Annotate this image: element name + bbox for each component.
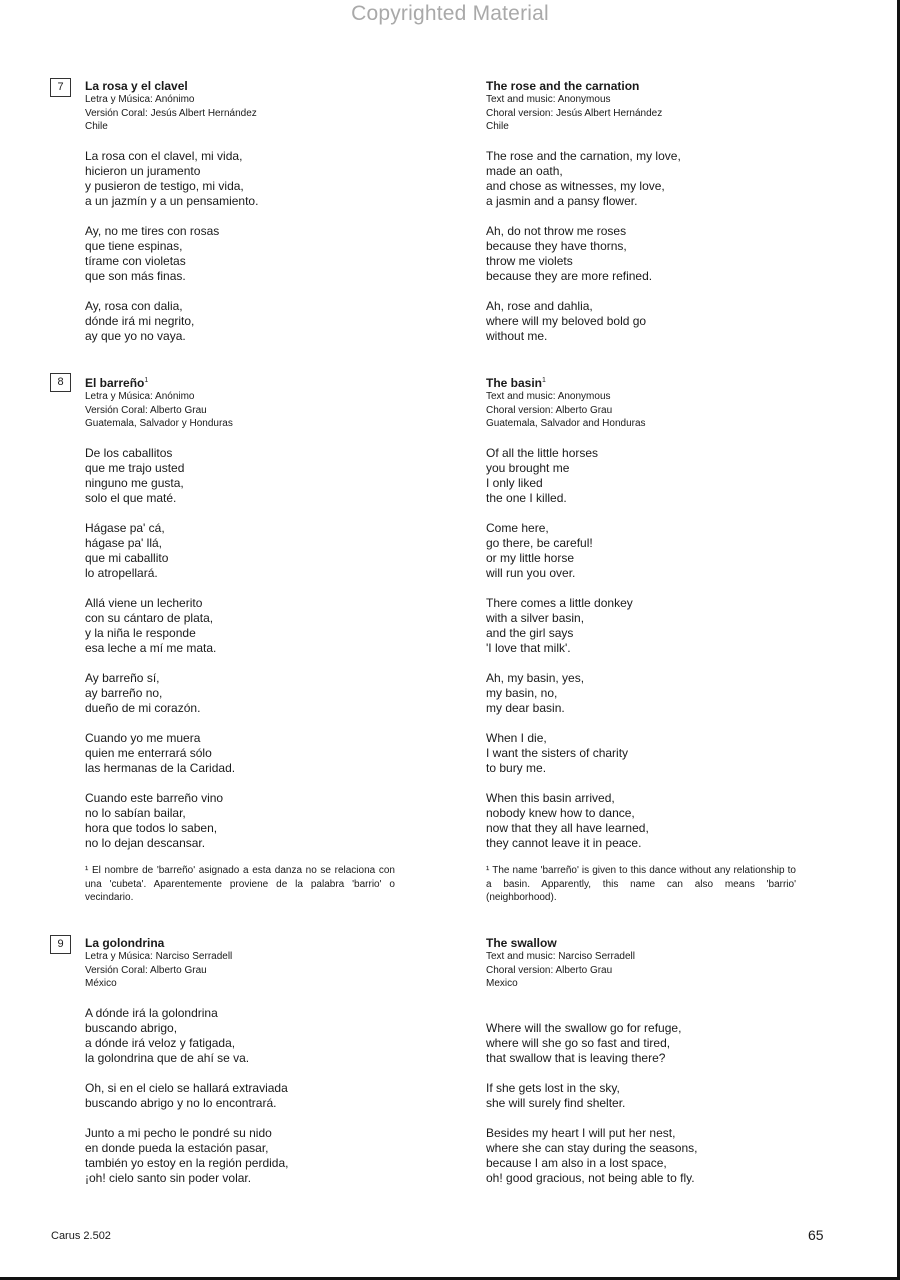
song-credit-line: Letra y Música: Narciso Serradell [85,951,233,962]
lyric-stanza [486,1126,826,1186]
song-credit-line: Chile [486,121,509,132]
song-credit-line: Choral version: Jesús Albert Hernández [486,107,663,119]
song-credit-line: Guatemala, Salvador y Honduras [85,418,233,429]
lyric-line: ay barreño no, [85,685,163,700]
lyric-line: If she gets lost in the sky, [486,1080,620,1095]
song-credit-line: Letra y Música: Anónimo [85,94,195,105]
lyric-line: y pusieron de testigo, mi vida, [85,178,244,193]
lyric-stanza [486,299,826,344]
song-number-box: 7 [50,78,71,97]
song-title-text: El barreño [85,376,145,390]
lyric-stanza [85,596,425,656]
lyric-line: Ah, rose and dahlia, [486,298,593,313]
lyric-line: to bury me. [486,760,547,775]
lyric-line: Junto a mi pecho le pondré su nido [85,1125,272,1140]
song-credit-line: Text and music: Anonymous [486,391,611,402]
lyric-line: my basin, no, [486,685,558,700]
lyric-line: Cuando yo me muera [85,730,201,745]
lyric-stanza [486,521,826,581]
lyric-line: they cannot leave it in peace. [486,835,642,850]
lyric-stanza [85,149,425,209]
song-title [85,79,425,93]
lyric-line: solo el que maté. [85,490,177,505]
lyric-line: made an oath, [486,163,563,178]
lyric-line: De los caballitos [85,445,173,460]
lyric-stanza [486,224,826,284]
song-number-box: 9 [50,935,71,954]
spanish-column [85,374,425,851]
song-credit-line: Text and music: Anonymous [486,94,611,105]
song-title [85,936,425,950]
song-credit-line: Versión Coral: Jesús Albert Hernández [85,107,257,119]
lyric-line: 'I love that milk'. [486,640,571,655]
lyric-line: hágase pa' llá, [85,535,163,550]
lyric-line: ay que yo no vaya. [85,328,186,343]
lyric-line: Oh, si en el cielo se hallará extraviada [85,1080,288,1095]
lyric-stanza [85,446,425,506]
song-credit-line: Choral version: Alberto Grau [486,404,613,416]
lyric-stanza [85,1126,425,1186]
lyric-line: Ay, rosa con dalia, [85,298,183,313]
lyric-line: que mi caballito [85,550,169,565]
lyric-stanza [85,1081,425,1111]
lyric-line: Ay, no me tires con rosas [85,223,220,238]
song-credit-line: Chile [85,121,108,132]
lyric-line: where will she go so fast and tired, [486,1035,671,1050]
lyric-line: ninguno me gusta, [85,475,184,490]
lyric-stanza [486,446,826,506]
lyric-stanza [85,299,425,344]
lyric-stanza [486,1021,826,1066]
lyric-line: you brought me [486,460,570,475]
lyric-line: When I die, [486,730,547,745]
lyric-line: buscando abrigo y no lo encontrará. [85,1095,277,1110]
lyric-line: When this basin arrived, [486,790,615,805]
lyric-line: dueño de mi corazón. [85,700,201,715]
footnote-marker: 1 [542,377,546,384]
lyric-line: Ah, do not throw me roses [486,223,627,238]
lyric-line: where she can stay during the seasons, [486,1140,698,1155]
lyric-line: hora que todos lo saben, [85,820,218,835]
lyric-line: Besides my heart I will put her nest, [486,1125,676,1140]
lyric-stanza [85,521,425,581]
lyric-line: Cuando este barreño vino [85,790,224,805]
song-credit-line: Guatemala, Salvador and Honduras [486,418,646,429]
publisher-footer: Carus 2.502 [51,1230,111,1242]
lyric-line: go there, be careful! [486,535,593,550]
song-title-text: The basin [486,376,543,390]
lyric-line: where will my beloved bold go [486,313,647,328]
lyric-line: will run you over. [486,565,576,580]
song-title-text: La golondrina [85,936,165,950]
lyric-line: con su cántaro de plata, [85,610,214,625]
lyric-line: Allá viene un lecherito [85,595,203,610]
lyric-line: now that they all have learned, [486,820,649,835]
lyric-line: lo atropellará. [85,565,158,580]
lyric-line: Hágase pa' cá, [85,520,165,535]
lyric-line: tírame con violetas [85,253,186,268]
lyric-line: There comes a little donkey [486,595,633,610]
song-credit-line: Versión Coral: Alberto Grau [85,964,207,976]
lyric-line: Of all the little horses [486,445,599,460]
song-title [486,374,826,390]
song-title-text: The rose and the carnation [486,79,640,93]
english-column [486,936,826,1186]
lyric-stanza [85,1006,425,1066]
song-title [85,374,425,390]
lyric-line: que me trajo usted [85,460,185,475]
lyric-line: también yo estoy en la región perdida, [85,1155,289,1170]
lyric-stanza [486,596,826,656]
lyric-stanza [486,731,826,776]
lyric-line: Come here, [486,520,549,535]
song-credit-line: Letra y Música: Anónimo [85,391,195,402]
spanish-column [85,936,425,1186]
lyric-line: buscando abrigo, [85,1020,178,1035]
lyric-line: and the girl says [486,625,574,640]
song-credit-line: Mexico [486,978,518,989]
lyric-line: oh! good gracious, not being able to fly. [486,1170,695,1185]
song-number-box: 8 [50,373,71,392]
song-credit-line: Choral version: Alberto Grau [486,964,613,976]
song-title-text: The swallow [486,936,557,950]
lyric-line: quien me enterrará sólo [85,745,212,760]
lyric-stanza [486,1081,826,1111]
lyric-line: que tiene espinas, [85,238,183,253]
lyric-line: a un jazmín y a un pensamiento. [85,193,259,208]
lyric-line: en donde pueda la estación pasar, [85,1140,269,1155]
lyric-stanza [85,671,425,716]
lyric-line: Ay barreño sí, [85,670,160,685]
lyric-stanza [486,149,826,209]
lyric-line: I want the sisters of charity [486,745,629,760]
lyric-line: las hermanas de la Caridad. [85,760,236,775]
lyric-line: a dónde irá veloz y fatigada, [85,1035,236,1050]
song-title [486,79,826,93]
english-column [486,374,826,851]
lyric-line: hicieron un juramento [85,163,201,178]
lyric-line: nobody knew how to dance, [486,805,635,820]
lyric-line: without me. [486,328,548,343]
footnote-marker: 1 [144,377,149,384]
lyric-line: y la niña le responde [85,625,196,640]
lyric-line: A dónde irá la golondrina [85,1005,218,1020]
spanish-column [85,79,425,344]
lyric-line: with a silver basin, [486,610,585,625]
lyric-line: Where will the swallow go for refuge, [486,1020,682,1035]
lyric-stanza [85,224,425,284]
lyric-line: no lo sabían bailar, [85,805,186,820]
lyric-line: my dear basin. [486,700,565,715]
lyric-line: she will surely find shelter. [486,1095,626,1110]
lyric-line: la golondrina que de ahí se va. [85,1050,250,1065]
lyric-line: esa leche a mí me mata. [85,640,217,655]
lyric-line: I only liked [486,475,543,490]
lyric-line: because they have thorns, [486,238,627,253]
lyric-line: ¡oh! cielo santo sin poder volar. [85,1170,252,1185]
song-credit-line: Text and music: Narciso Serradell [486,951,635,962]
song-title-text: La rosa y el clavel [85,79,188,93]
lyric-line: or my little horse [486,550,575,565]
lyric-line: a jasmin and a pansy flower. [486,193,638,208]
lyric-stanza [486,791,826,851]
song-title [486,936,826,950]
lyric-stanza [486,671,826,716]
lyric-stanza [85,791,425,851]
song-credit-line: Versión Coral: Alberto Grau [85,404,207,416]
lyric-line: dónde irá mi negrito, [85,313,195,328]
lyric-line: that swallow that is leaving there? [486,1050,666,1065]
lyric-line: because they are more refined. [486,268,653,283]
english-column [486,79,826,344]
lyric-line: because I am also in a lost space, [486,1155,667,1170]
song-credit-line: México [85,978,117,989]
lyric-line: The rose and the carnation, my love, [486,148,681,163]
lyric-stanza [85,731,425,776]
page-number: 65 [808,1227,824,1243]
footnote-spanish: ¹ El nombre de 'barreño' asignado a esta danza no se relaciona con una 'cubeta'. Aparentemente proviene de la palabra 'barrio' o vecindario. [85,865,395,903]
lyric-line: and chose as witnesses, my love, [486,178,665,193]
lyric-line: the one I killed. [486,490,567,505]
lyric-line: que son más finas. [85,268,186,283]
lyric-line: La rosa con el clavel, mi vida, [85,148,243,163]
watermark: Copyrighted Material [351,2,549,25]
lyric-line: Ah, my basin, yes, [486,670,585,685]
lyric-line: throw me violets [486,253,573,268]
lyric-line: no lo dejan descansar. [85,835,206,850]
footnote-english: ¹ The name 'barreño' is given to this dance without any relationship to a basin. Apparently, this name can also means 'barrio' (neighborhood). [486,865,796,903]
